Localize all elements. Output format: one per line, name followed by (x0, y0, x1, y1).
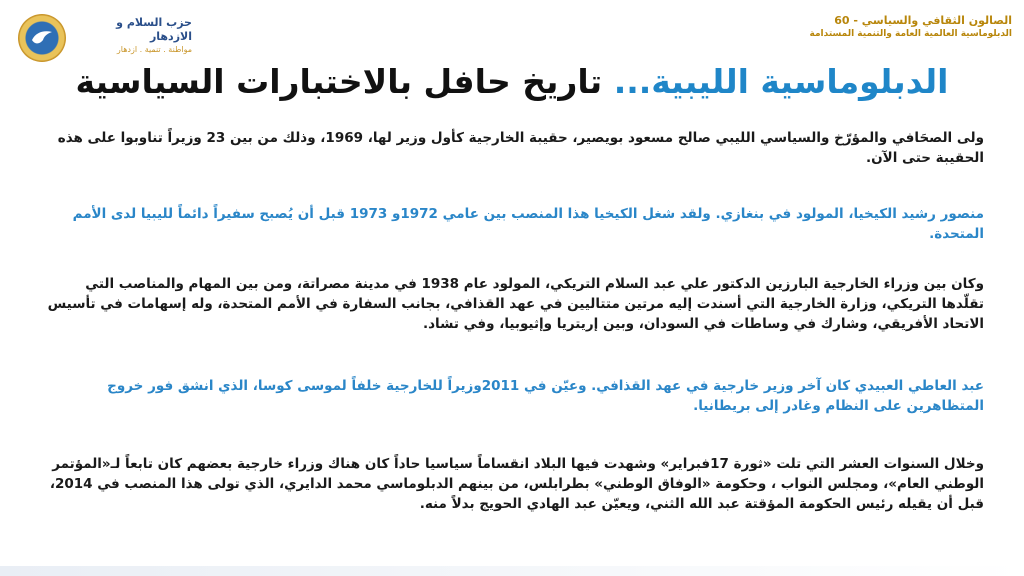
paragraph-kikhia: منصور رشيد الكيخيا، المولود في بنغازي. ولقد شغل الكيخيا هذا المنصب بين عامي 1972و 1973 قبل أن يُصبح سفيراً دائماً لليبيا لدى الأمم المتحدة. (72, 206, 984, 242)
paragraph-treki: وكان بين وزراء الخارجية البارزين الدكتور علي عبد السلام التريكي، المولود عام 1938 في مدينة مصراتة، ومن بين المهام والمناصب التي تقلّدها التريكي، وزارة الخارجية التي أسندت إليه مرتين متتاليين في عهد القذافي، بجانب السفارة في الأمم المتحدة، وله إسهامات في تأسيس الاتحاد الأفريقي، وشارك في وساطات في السودان، وبين إريتريا وإثيوبيا، وفي تشاد. (47, 276, 984, 332)
series-title: الصالون الثقافي والسياسي - 60 (834, 14, 1012, 27)
slide-header (762, 14, 1012, 40)
footer-band (0, 566, 1024, 576)
paragraph-post-2011: وخلال السنوات العشر التي تلت «ثورة 17فبراير» وشهدت فيها البلاد انقساماً سياسيا حاداً كان هناك وزراء خارجية بعضهم كان تابعاً لـ«المؤتمر الوطني العام»، ومجلس النواب ، وحكومة «الوفاق الوطني» بطرابلس، من بينهم الدبلوماسي محمد الدايري، الذي تولى هذا المنصب في 2014، قبل أن يقيله رئيس الحكومة المؤقتة عبد الله الثني، ويعيّن عبد الهادي الحويج بدلاً منه. (49, 456, 984, 512)
paragraph-first-minister: ولى الصحَافي والمؤرّخ والسياسي الليبي صالح مسعود بويصير، حقيبة الخارجية كأول وزير لها، 1969، وذلك من بين 23 وزيراً تناوبوا على هذه الحقيبة حتى الآن. (57, 130, 984, 166)
title-rest: تاريخ حافل بالاختبارات السياسية (75, 62, 614, 101)
paragraph-obeidi: عبد العاطي العبيدي كان آخر وزير خارجية في عهد القذافي. وعيّن في 2011وزيراً للخارجية خلفاً لموسى كوسا، الذي انشق فور خروج المتظاهرين على النظام وغادر إلى بريطانيا. (107, 378, 984, 414)
party-slogan: مواطنة . تنمية . ازدهار (116, 45, 192, 54)
series-subtitle: الدبلوماسية العالمية العامة والتنمية المستدامة (809, 29, 1012, 39)
title-highlight: الدبلوماسية الليبية... (613, 62, 949, 101)
party-name: حزب السلام و الازدهار (116, 16, 192, 43)
slide-title (0, 60, 1024, 104)
party-logo (14, 10, 194, 66)
dove-emblem-icon (18, 14, 66, 62)
